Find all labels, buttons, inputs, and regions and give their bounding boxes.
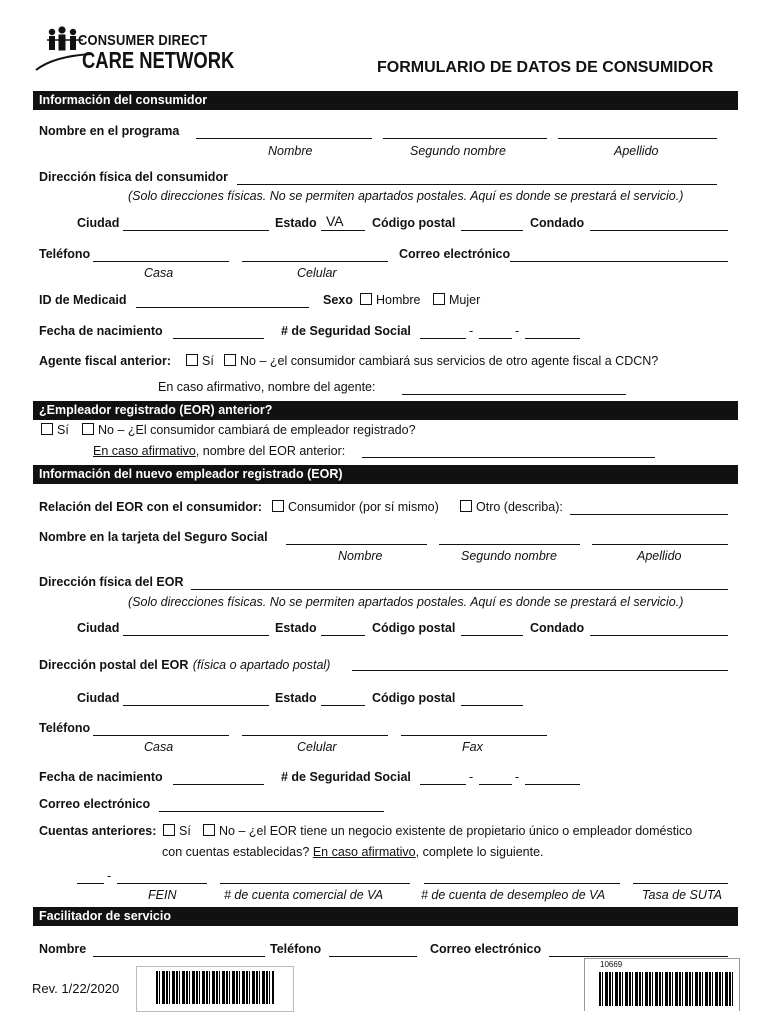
postal-note-text: (física o apartado postal) <box>192 658 331 672</box>
va-unemployment-account-field[interactable] <box>424 883 620 884</box>
checkbox[interactable] <box>360 293 372 305</box>
section-header-prior-eor: ¿Empleador registrado (EOR) anterior? <box>33 401 738 420</box>
prior-eor-name-text: , nombre del EOR anterior: <box>195 444 346 458</box>
medicaid-label: ID de Medicaid <box>39 293 127 307</box>
state-value: VA <box>326 213 344 229</box>
ssn-dash: - <box>515 770 520 784</box>
ssn-dash: - <box>469 324 474 338</box>
agent-name-label: En caso afirmativo, nombre del agente: <box>158 380 376 394</box>
prior-agent-no-text: No – ¿el consumidor cambiará sus servicios de otro agente fiscal a CDCN? <box>240 354 659 368</box>
prior-eor-name-label <box>93 444 345 458</box>
accounts-instructions <box>162 845 544 859</box>
eor-county-field[interactable] <box>590 635 728 636</box>
caption-home: Casa <box>144 740 174 754</box>
prior-accounts-label: Cuentas anteriores: <box>39 824 157 838</box>
eor-ssn-part3[interactable] <box>525 784 580 785</box>
county-field[interactable] <box>590 230 728 231</box>
va-commercial-account-field[interactable] <box>220 883 410 884</box>
relation-self-text: Consumidor (por sí mismo) <box>288 500 439 514</box>
home-phone-field[interactable] <box>93 261 229 262</box>
relation-other-text: Otro (describa): <box>476 500 563 514</box>
relation-other-field[interactable] <box>570 514 728 515</box>
yes-text: Sí <box>57 423 69 437</box>
eor-county-label: Condado <box>530 621 585 635</box>
county-label: Condado <box>530 216 585 230</box>
caption-suta: Tasa de SUTA <box>642 888 722 902</box>
caption-last-name: Apellido <box>637 549 682 563</box>
checkbox[interactable] <box>82 423 94 435</box>
eor-state2-label: Estado <box>275 691 317 705</box>
prior-accounts-no[interactable] <box>203 824 692 838</box>
sex-female-text: Mujer <box>449 293 481 307</box>
caption-cell: Celular <box>297 266 337 280</box>
eor-phone-label: Teléfono <box>39 721 91 735</box>
eor-last-name-field[interactable] <box>592 544 728 545</box>
accounts-line2a: con cuentas establecidas? <box>162 845 310 859</box>
state-label: Estado <box>275 216 317 230</box>
dob-label: Fecha de nacimiento <box>39 324 163 338</box>
revision-date: Rev. 1/22/2020 <box>32 981 120 996</box>
caption-middle-name: Segundo nombre <box>461 549 557 563</box>
eor-state2-field[interactable] <box>321 705 365 706</box>
last-name-field[interactable] <box>558 138 717 139</box>
prior-agent-no[interactable] <box>224 354 658 368</box>
ssn-part3[interactable] <box>525 338 580 339</box>
caption-va-unemployment: # de cuenta de desempleo de VA <box>421 888 606 902</box>
barcode-right-bars <box>599 972 733 1006</box>
consumer-address-label: Dirección física del consumidor <box>39 170 228 184</box>
facilitator-email-field[interactable] <box>549 956 728 957</box>
eor-postal-address-label <box>39 656 330 674</box>
checkbox[interactable] <box>203 824 215 836</box>
eor-cell-phone-field[interactable] <box>242 735 388 736</box>
phone-label: Teléfono <box>39 247 91 261</box>
sex-female-option[interactable] <box>433 293 480 307</box>
fein-dash: - <box>107 869 112 883</box>
eor-postal-address-field[interactable] <box>352 670 728 671</box>
prior-accounts-yes[interactable] <box>163 824 191 838</box>
prior-eor-no-text: No – ¿El consumidor cambiará de empleador registrado? <box>98 423 416 437</box>
city-field[interactable] <box>123 230 269 231</box>
section-header-consumer: Información del consumidor <box>33 91 738 110</box>
relation-other-option[interactable] <box>460 500 563 514</box>
medicaid-field[interactable] <box>136 307 309 308</box>
eor-zip-field[interactable] <box>461 635 523 636</box>
caption-last-name: Apellido <box>614 144 659 158</box>
ssn-part1[interactable] <box>420 338 466 339</box>
eor-state-label: Estado <box>275 621 317 635</box>
affirm-text: En caso afirmativo <box>93 444 196 458</box>
prior-eor-yes[interactable] <box>41 423 69 437</box>
first-name-field[interactable] <box>196 138 372 139</box>
eor-relation-label: Relación del EOR con el consumidor: <box>39 500 262 514</box>
checkbox[interactable] <box>272 500 284 512</box>
eor-zip-label: Código postal <box>372 621 456 635</box>
fein-part2[interactable] <box>117 883 207 884</box>
eor-city-label: Ciudad <box>77 621 120 635</box>
email-field[interactable] <box>510 261 728 262</box>
eor-city2-label: Ciudad <box>77 691 120 705</box>
caption-home: Casa <box>144 266 174 280</box>
eor-email-label: Correo electrónico <box>39 797 151 811</box>
eor-middle-name-field[interactable] <box>439 544 580 545</box>
address-note: (Solo direcciones físicas. No se permiten apartados postales. Aquí es donde se prestará el servicio.) <box>128 189 684 203</box>
eor-address-label: Dirección física del EOR <box>39 575 184 589</box>
checkbox[interactable] <box>224 354 236 366</box>
section-header-facilitator: Facilitador de servicio <box>33 907 738 926</box>
eor-dob-label: Fecha de nacimiento <box>39 770 163 784</box>
checkbox[interactable] <box>460 500 472 512</box>
ssn-dash: - <box>469 770 474 784</box>
consumer-address-field[interactable] <box>237 184 717 185</box>
state-field[interactable] <box>321 230 365 231</box>
eor-zip2-label: Código postal <box>372 691 456 705</box>
eor-city2-field[interactable] <box>123 705 269 706</box>
eor-first-name-field[interactable] <box>286 544 427 545</box>
ssn-dash: - <box>515 324 520 338</box>
caption-fax: Fax <box>462 740 483 754</box>
dob-field[interactable] <box>173 338 264 339</box>
prior-eor-no[interactable] <box>82 423 416 437</box>
middle-name-field[interactable] <box>383 138 547 139</box>
eor-home-phone-field[interactable] <box>93 735 229 736</box>
logo <box>34 24 235 76</box>
relation-self-option[interactable] <box>272 500 439 514</box>
facilitator-email-label: Correo electrónico <box>430 942 542 956</box>
zip-field[interactable] <box>461 230 523 231</box>
facilitator-name-label: Nombre <box>39 942 87 956</box>
prior-agent-yes[interactable] <box>186 354 214 368</box>
caption-va-commercial: # de cuenta comercial de VA <box>224 888 384 902</box>
caption-middle-name: Segundo nombre <box>410 144 506 158</box>
eor-address-note: (Solo direcciones físicas. No se permiten apartados postales. Aquí es donde se prestará el servicio.) <box>128 595 684 609</box>
consumer-name-label: Nombre en el programa <box>39 124 180 138</box>
eor-address-field[interactable] <box>191 589 728 590</box>
city-label: Ciudad <box>77 216 120 230</box>
ss-card-name-label: Nombre en la tarjeta del Seguro Social <box>39 530 268 544</box>
accounts-line2b: En caso afirmativo <box>312 845 416 859</box>
ssn-part2[interactable] <box>479 338 512 339</box>
facilitator-name-field[interactable] <box>93 956 265 957</box>
accounts-line2c: , complete lo siguiente. <box>415 845 544 859</box>
form-number: 10669 <box>600 960 623 969</box>
prior-eor-name-field[interactable] <box>362 457 655 458</box>
checkbox[interactable] <box>41 423 53 435</box>
eor-fax-field[interactable] <box>401 735 547 736</box>
fein-part1[interactable] <box>77 883 104 884</box>
checkbox[interactable] <box>186 354 198 366</box>
eor-city-field[interactable] <box>123 635 269 636</box>
caption-cell: Celular <box>297 740 337 754</box>
barcode-left-bars <box>156 971 274 1004</box>
prior-accounts-no-text: No – ¿el EOR tiene un negocio existente de propietario único o empleador doméstico <box>219 824 693 838</box>
cell-phone-field[interactable] <box>242 261 388 262</box>
postal-label-text: Dirección postal del EOR <box>39 658 189 672</box>
eor-dob-field[interactable] <box>173 784 264 785</box>
caption-fein: FEIN <box>148 888 177 902</box>
facilitator-phone-label: Teléfono <box>270 942 322 956</box>
caption-first-name: Nombre <box>338 549 383 563</box>
sex-male-option[interactable] <box>360 293 420 307</box>
sex-male-text: Hombre <box>376 293 421 307</box>
prior-agent-label: Agente fiscal anterior: <box>39 354 171 368</box>
agent-name-field[interactable] <box>402 394 626 395</box>
facilitator-phone-field[interactable] <box>329 956 417 957</box>
email-label: Correo electrónico <box>399 247 511 261</box>
section-header-new-eor: Información del nuevo empleador registrado (EOR) <box>33 465 738 484</box>
logo-line1: CONSUMER DIRECT <box>78 32 208 49</box>
eor-state-field[interactable] <box>321 635 365 636</box>
suta-rate-field[interactable] <box>633 883 728 884</box>
eor-email-field[interactable] <box>159 811 384 812</box>
checkbox[interactable] <box>433 293 445 305</box>
eor-zip2-field[interactable] <box>461 705 523 706</box>
yes-text: Sí <box>179 824 191 838</box>
logo-line2: CARE NETWORK <box>82 47 235 73</box>
eor-ssn-part1[interactable] <box>420 784 466 785</box>
checkbox[interactable] <box>163 824 175 836</box>
eor-ssn-part2[interactable] <box>479 784 512 785</box>
ssn-label: # de Seguridad Social <box>281 324 411 338</box>
yes-text: Sí <box>202 354 214 368</box>
eor-ssn-label: # de Seguridad Social <box>281 770 411 784</box>
form-title: FORMULARIO DE DATOS DE CONSUMIDOR <box>377 59 714 76</box>
caption-first-name: Nombre <box>268 144 313 158</box>
zip-label: Código postal <box>372 216 456 230</box>
sex-label: Sexo <box>323 293 353 307</box>
